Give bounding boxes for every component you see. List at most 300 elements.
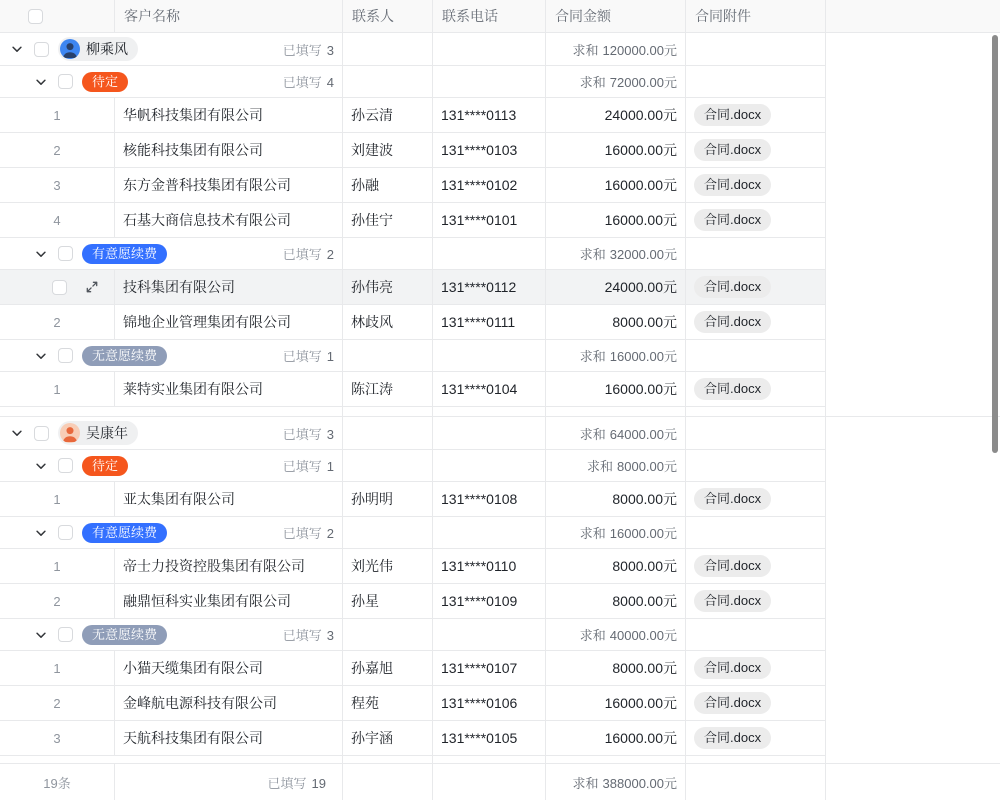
table-row [0,203,826,238]
column-label: 合同附件 [695,8,751,24]
row-index-cell [0,721,115,755]
status-badge: 待定 [82,456,128,476]
sum-label: 求和 [579,349,606,364]
amount-value: 16000.00元 [604,695,677,711]
group-title-cell [0,66,343,97]
attachment-cell[interactable] [686,168,826,202]
row-index-cell [0,549,115,583]
contact-name: 陈江涛 [351,381,393,397]
group-checkbox[interactable] [58,74,73,89]
amount-cell[interactable] [546,372,686,406]
contact-cell[interactable] [343,651,433,685]
amount-cell[interactable] [546,98,686,132]
group-separator [0,407,1000,417]
sum-value: 120000.00元 [602,42,677,58]
customer-name: 天航科技集团有限公司 [123,730,263,746]
select-all-checkbox[interactable] [28,9,43,24]
phone-cell[interactable] [433,133,546,167]
attachment-summary-cell [686,66,826,97]
column-divider [432,407,433,416]
phone-number: 131****0111 [441,314,516,330]
attachment-cell[interactable] [686,203,826,237]
contact-name: 孙伟亮 [351,279,393,295]
table-row [0,98,826,133]
contact-name: 程苑 [351,695,379,711]
amount-summary-cell [546,238,686,269]
attachment-cell[interactable] [686,372,826,406]
phone-cell[interactable] [433,482,546,516]
chevron-down-icon[interactable] [33,74,49,90]
customer-name-cell[interactable] [115,270,343,304]
user-tag [58,37,138,61]
filled-count [283,40,342,59]
filled-number: 19 [311,775,326,791]
contact-cell[interactable] [343,133,433,167]
row-index-cell [0,372,115,406]
subgroup-row [0,517,826,549]
phone-cell[interactable] [433,549,546,583]
contact-cell[interactable] [343,372,433,406]
phone-number: 131****0109 [441,593,518,609]
header-select-cell [0,0,115,32]
customer-name: 亚太集团有限公司 [123,491,235,507]
contact-cell[interactable] [343,549,433,583]
group-title-cell [0,517,343,548]
customer-name-cell[interactable] [115,133,343,167]
sum-text [573,40,677,59]
filled-number: 3 [326,628,334,643]
row-number: 3 [53,177,61,193]
row-number: 2 [53,142,61,158]
attachment-file: 合同.docx [694,209,771,231]
contact-name: 孙星 [351,593,379,609]
sum-text [580,346,677,365]
row-number: 4 [53,212,61,228]
group-checkbox[interactable] [58,246,73,261]
customer-name: 华帆科技集团有限公司 [123,107,263,123]
subgroup-row [0,619,826,651]
customer-name: 东方金普科技集团有限公司 [123,177,291,193]
group-title-cell [0,450,343,481]
amount-value: 24000.00元 [604,279,677,295]
table-header [0,0,1000,33]
phone-summary-cell [433,238,546,269]
phone-number: 131****0110 [441,558,517,574]
user-tag [58,421,138,445]
attachment-cell[interactable] [686,651,826,685]
filled-number: 1 [326,459,334,474]
phone-cell[interactable] [433,651,546,685]
row-index-cell [0,270,115,304]
group-name: 柳乘风 [86,41,128,57]
phone-number: 131****0108 [441,491,518,507]
avatar [60,39,80,59]
group-checkbox[interactable] [58,627,73,642]
filled-count [268,773,334,792]
amount-value: 8000.00元 [612,660,677,676]
phone-cell[interactable] [433,98,546,132]
amount-cell[interactable] [546,203,686,237]
row-number: 1 [53,558,61,574]
row-index-cell [0,98,115,132]
group-checkbox[interactable] [58,458,73,473]
row-number: 2 [53,314,61,330]
phone-cell[interactable] [433,372,546,406]
group-separator [0,756,1000,764]
amount-value: 8000.00元 [612,558,677,574]
customer-name-cell[interactable] [115,686,343,720]
amount-value: 16000.00元 [604,177,677,193]
phone-cell[interactable] [433,270,546,304]
amount-cell[interactable] [546,305,686,339]
customer-name: 锦地企业管理集团有限公司 [123,314,291,330]
sum-text [580,244,677,263]
subgroup-row [0,238,826,270]
sum-label: 求和 [579,526,606,541]
row-index-cell [0,651,115,685]
sum-text [580,523,677,542]
amount-summary-cell [546,33,686,65]
table-row [0,584,826,619]
sum-text [580,625,677,644]
contact-summary-cell [343,764,433,800]
attachment-summary-cell [686,340,826,371]
customer-name: 小猫天缆集团有限公司 [123,660,263,676]
column-header-attachment[interactable] [686,0,826,32]
customer-name-cell[interactable] [115,721,343,755]
row-number: 1 [53,107,61,123]
attachment-cell[interactable] [686,482,826,516]
column-label: 联系电话 [442,8,498,24]
amount-cell[interactable] [546,549,686,583]
filled-label: 已填写 [282,247,322,262]
amount-cell[interactable] [546,651,686,685]
attachment-cell[interactable] [686,305,826,339]
contact-cell[interactable] [343,721,433,755]
table-row [0,651,826,686]
row-number: 2 [53,593,61,609]
customer-name: 融鼎恒科实业集团有限公司 [123,593,291,609]
group-row [0,417,826,450]
group-name: 吴康年 [86,425,128,441]
filled-count [283,456,342,475]
row-number: 2 [53,695,61,711]
filled-label: 已填写 [267,775,307,791]
attachment-cell[interactable] [686,270,826,304]
attachment-file: 合同.docx [694,657,771,679]
phone-summary-cell [433,66,546,97]
phone-summary-cell [433,340,546,371]
phone-number: 131****0105 [441,730,518,746]
column-divider [342,407,343,416]
attachment-summary-cell [686,517,826,548]
group-title-cell [0,417,343,449]
filled-label: 已填写 [282,349,322,364]
amount-cell[interactable] [546,584,686,618]
phone-cell[interactable] [433,686,546,720]
attachment-summary-cell [686,764,826,800]
amount-value: 24000.00元 [604,107,677,123]
customer-name: 技科集团有限公司 [123,279,235,295]
phone-number: 131****0112 [441,279,517,295]
amount-value: 8000.00元 [612,491,677,507]
amount-value: 16000.00元 [604,730,677,746]
customer-name: 石基大商信息技术有限公司 [123,212,291,228]
phone-summary-cell [433,764,546,800]
column-label: 客户名称 [124,8,180,24]
filled-number: 2 [326,247,334,262]
chevron-down-icon[interactable] [33,246,49,262]
table-row [0,305,826,340]
group-checkbox[interactable] [34,42,49,57]
attachment-cell[interactable] [686,721,826,755]
customer-name: 金峰航电源科技有限公司 [123,695,277,711]
customer-name: 核能科技集团有限公司 [123,142,263,158]
chevron-down-icon[interactable] [33,458,49,474]
contact-name: 孙明明 [351,491,393,507]
sum-label: 求和 [579,247,606,262]
group-title-cell [0,340,343,371]
row-index-cell [0,686,115,720]
customer-name: 莱特实业集团有限公司 [123,381,263,397]
attachment-file: 合同.docx [694,104,771,126]
customer-name-cell[interactable] [115,651,343,685]
phone-number: 131****0107 [441,660,518,676]
contact-name: 林歧风 [351,314,393,330]
amount-value: 16000.00元 [604,381,677,397]
sum-label: 求和 [572,42,599,58]
amount-cell[interactable] [546,133,686,167]
subgroup-row [0,66,826,98]
filled-number: 1 [326,349,334,364]
sum-label: 求和 [579,628,606,643]
attachment-file: 合同.docx [694,727,771,749]
phone-number: 131****0103 [441,142,518,158]
amount-value: 16000.00元 [604,142,677,158]
phone-summary-cell [433,619,546,650]
sum-text [580,72,677,91]
phone-summary-cell [433,450,546,481]
chevron-down-icon[interactable] [33,627,49,643]
attachment-cell[interactable] [686,584,826,618]
amount-cell[interactable] [546,168,686,202]
status-badge: 无意愿续费 [82,625,167,645]
attachment-file: 合同.docx [694,555,771,577]
column-label: 合同金额 [555,8,611,24]
contact-name: 孙云清 [351,107,393,123]
attachment-file: 合同.docx [694,590,771,612]
contact-name: 刘建波 [351,142,393,158]
customer-name-cell[interactable] [115,98,343,132]
amount-cell[interactable] [546,721,686,755]
amount-summary-cell [546,66,686,97]
sum-value: 16000.00元 [609,349,677,364]
contact-summary-cell [343,238,433,269]
filled-label: 已填写 [282,526,322,541]
amount-summary-cell [546,517,686,548]
contact-name: 孙宇涵 [351,730,393,746]
amount-cell[interactable] [546,686,686,720]
sum-value: 8000.00元 [617,459,677,474]
table-row [0,372,826,407]
table-row [0,482,826,517]
customer-name-cell[interactable] [115,549,343,583]
phone-cell[interactable] [433,168,546,202]
group-checkbox[interactable] [58,348,73,363]
attachment-cell[interactable] [686,133,826,167]
contact-name: 孙佳宁 [351,212,393,228]
column-header-amount[interactable] [546,0,686,32]
phone-number: 131****0106 [441,695,518,711]
row-number: 1 [53,660,61,676]
column-divider [685,756,686,763]
avatar [60,423,80,443]
chevron-down-icon[interactable] [33,525,49,541]
amount-cell[interactable] [546,482,686,516]
row-index-cell [0,203,115,237]
customer-name-cell[interactable] [115,482,343,516]
record-count: 19条 [43,775,71,791]
contact-cell[interactable] [343,584,433,618]
sum-label: 求和 [586,459,613,474]
sum-value: 72000.00元 [609,75,677,90]
attachment-summary-cell [686,619,826,650]
filled-label: 已填写 [282,75,322,90]
summary-row [0,764,826,800]
customer-name-cell[interactable] [115,168,343,202]
sum-value: 16000.00元 [609,526,677,541]
attachment-file: 合同.docx [694,139,771,161]
filled-count [283,523,342,542]
filled-label: 已填写 [282,42,322,58]
attachment-cell[interactable] [686,686,826,720]
sum-text [587,456,677,475]
phone-cell[interactable] [433,305,546,339]
group-checkbox[interactable] [58,525,73,540]
amount-value: 8000.00元 [612,593,677,609]
column-header-contact[interactable] [343,0,433,32]
attachment-summary-cell [686,33,826,65]
chevron-down-icon[interactable] [9,425,25,441]
amount-cell[interactable] [546,270,686,304]
contact-cell[interactable] [343,305,433,339]
attachment-cell[interactable] [686,549,826,583]
row-checkbox[interactable] [52,280,67,295]
phone-cell[interactable] [433,721,546,755]
subgroup-row [0,340,826,372]
row-index-cell [0,482,115,516]
attachment-summary-cell [686,417,826,449]
status-badge: 有意愿续费 [82,523,167,543]
phone-number: 131****0101 [441,212,518,228]
column-header-customer-name[interactable] [115,0,343,32]
group-title-cell [0,238,343,269]
column-label: 联系人 [352,8,394,24]
amount-summary-cell [546,340,686,371]
status-badge: 无意愿续费 [82,346,167,366]
attachment-file: 合同.docx [694,378,771,400]
contact-summary-cell [343,517,433,548]
filled-count [283,424,342,443]
chevron-down-icon[interactable] [33,348,49,364]
phone-summary-cell [433,33,546,65]
amount-summary-cell [546,417,686,449]
sum-text [573,773,677,792]
customer-name: 帝士力投资控股集团有限公司 [123,558,305,574]
table-row [0,686,826,721]
sum-value: 40000.00元 [609,628,677,643]
table-row [0,270,826,305]
expand-record-icon[interactable] [84,280,99,295]
filled-total-cell [115,764,343,800]
column-header-phone[interactable] [433,0,546,32]
column-divider [545,756,546,763]
filled-label: 已填写 [282,426,322,442]
customer-name-cell[interactable] [115,305,343,339]
subgroup-row [0,450,826,482]
filled-number: 3 [326,42,334,58]
column-divider [685,407,686,416]
sum-label: 求和 [572,775,599,791]
column-divider [545,407,546,416]
amount-value: 16000.00元 [604,212,677,228]
column-divider [825,756,826,763]
group-checkbox[interactable] [34,426,49,441]
phone-number: 131****0104 [441,381,518,397]
column-divider [432,756,433,763]
contact-cell[interactable] [343,203,433,237]
column-divider [342,756,343,763]
contact-summary-cell [343,340,433,371]
sum-value: 388000.00元 [602,775,677,791]
chevron-down-icon[interactable] [9,41,25,57]
customer-name-cell[interactable] [115,584,343,618]
column-divider [825,407,826,416]
contact-cell[interactable] [343,270,433,304]
attachment-cell[interactable] [686,98,826,132]
attachment-file: 合同.docx [694,692,771,714]
sum-label: 求和 [579,426,606,442]
table-row [0,168,826,203]
vertical-scrollbar[interactable] [992,35,998,453]
contact-cell[interactable] [343,168,433,202]
contact-cell[interactable] [343,686,433,720]
table-row [0,133,826,168]
attachment-file: 合同.docx [694,488,771,510]
row-index-cell [0,584,115,618]
attachment-file: 合同.docx [694,276,771,298]
row-index-cell [0,133,115,167]
customer-name-cell[interactable] [115,372,343,406]
contact-cell[interactable] [343,98,433,132]
phone-cell[interactable] [433,584,546,618]
phone-number: 131****0102 [441,177,518,193]
contact-cell[interactable] [343,482,433,516]
contact-summary-cell [343,450,433,481]
phone-summary-cell [433,417,546,449]
group-row [0,33,826,66]
amount-summary-cell [546,619,686,650]
filled-label: 已填写 [282,459,322,474]
customer-name-cell[interactable] [115,203,343,237]
contact-summary-cell [343,33,433,65]
phone-cell[interactable] [433,203,546,237]
filled-count [283,244,342,263]
amount-summary-cell [546,450,686,481]
row-number: 3 [53,730,61,746]
contact-summary-cell [343,417,433,449]
attachment-file: 合同.docx [694,174,771,196]
